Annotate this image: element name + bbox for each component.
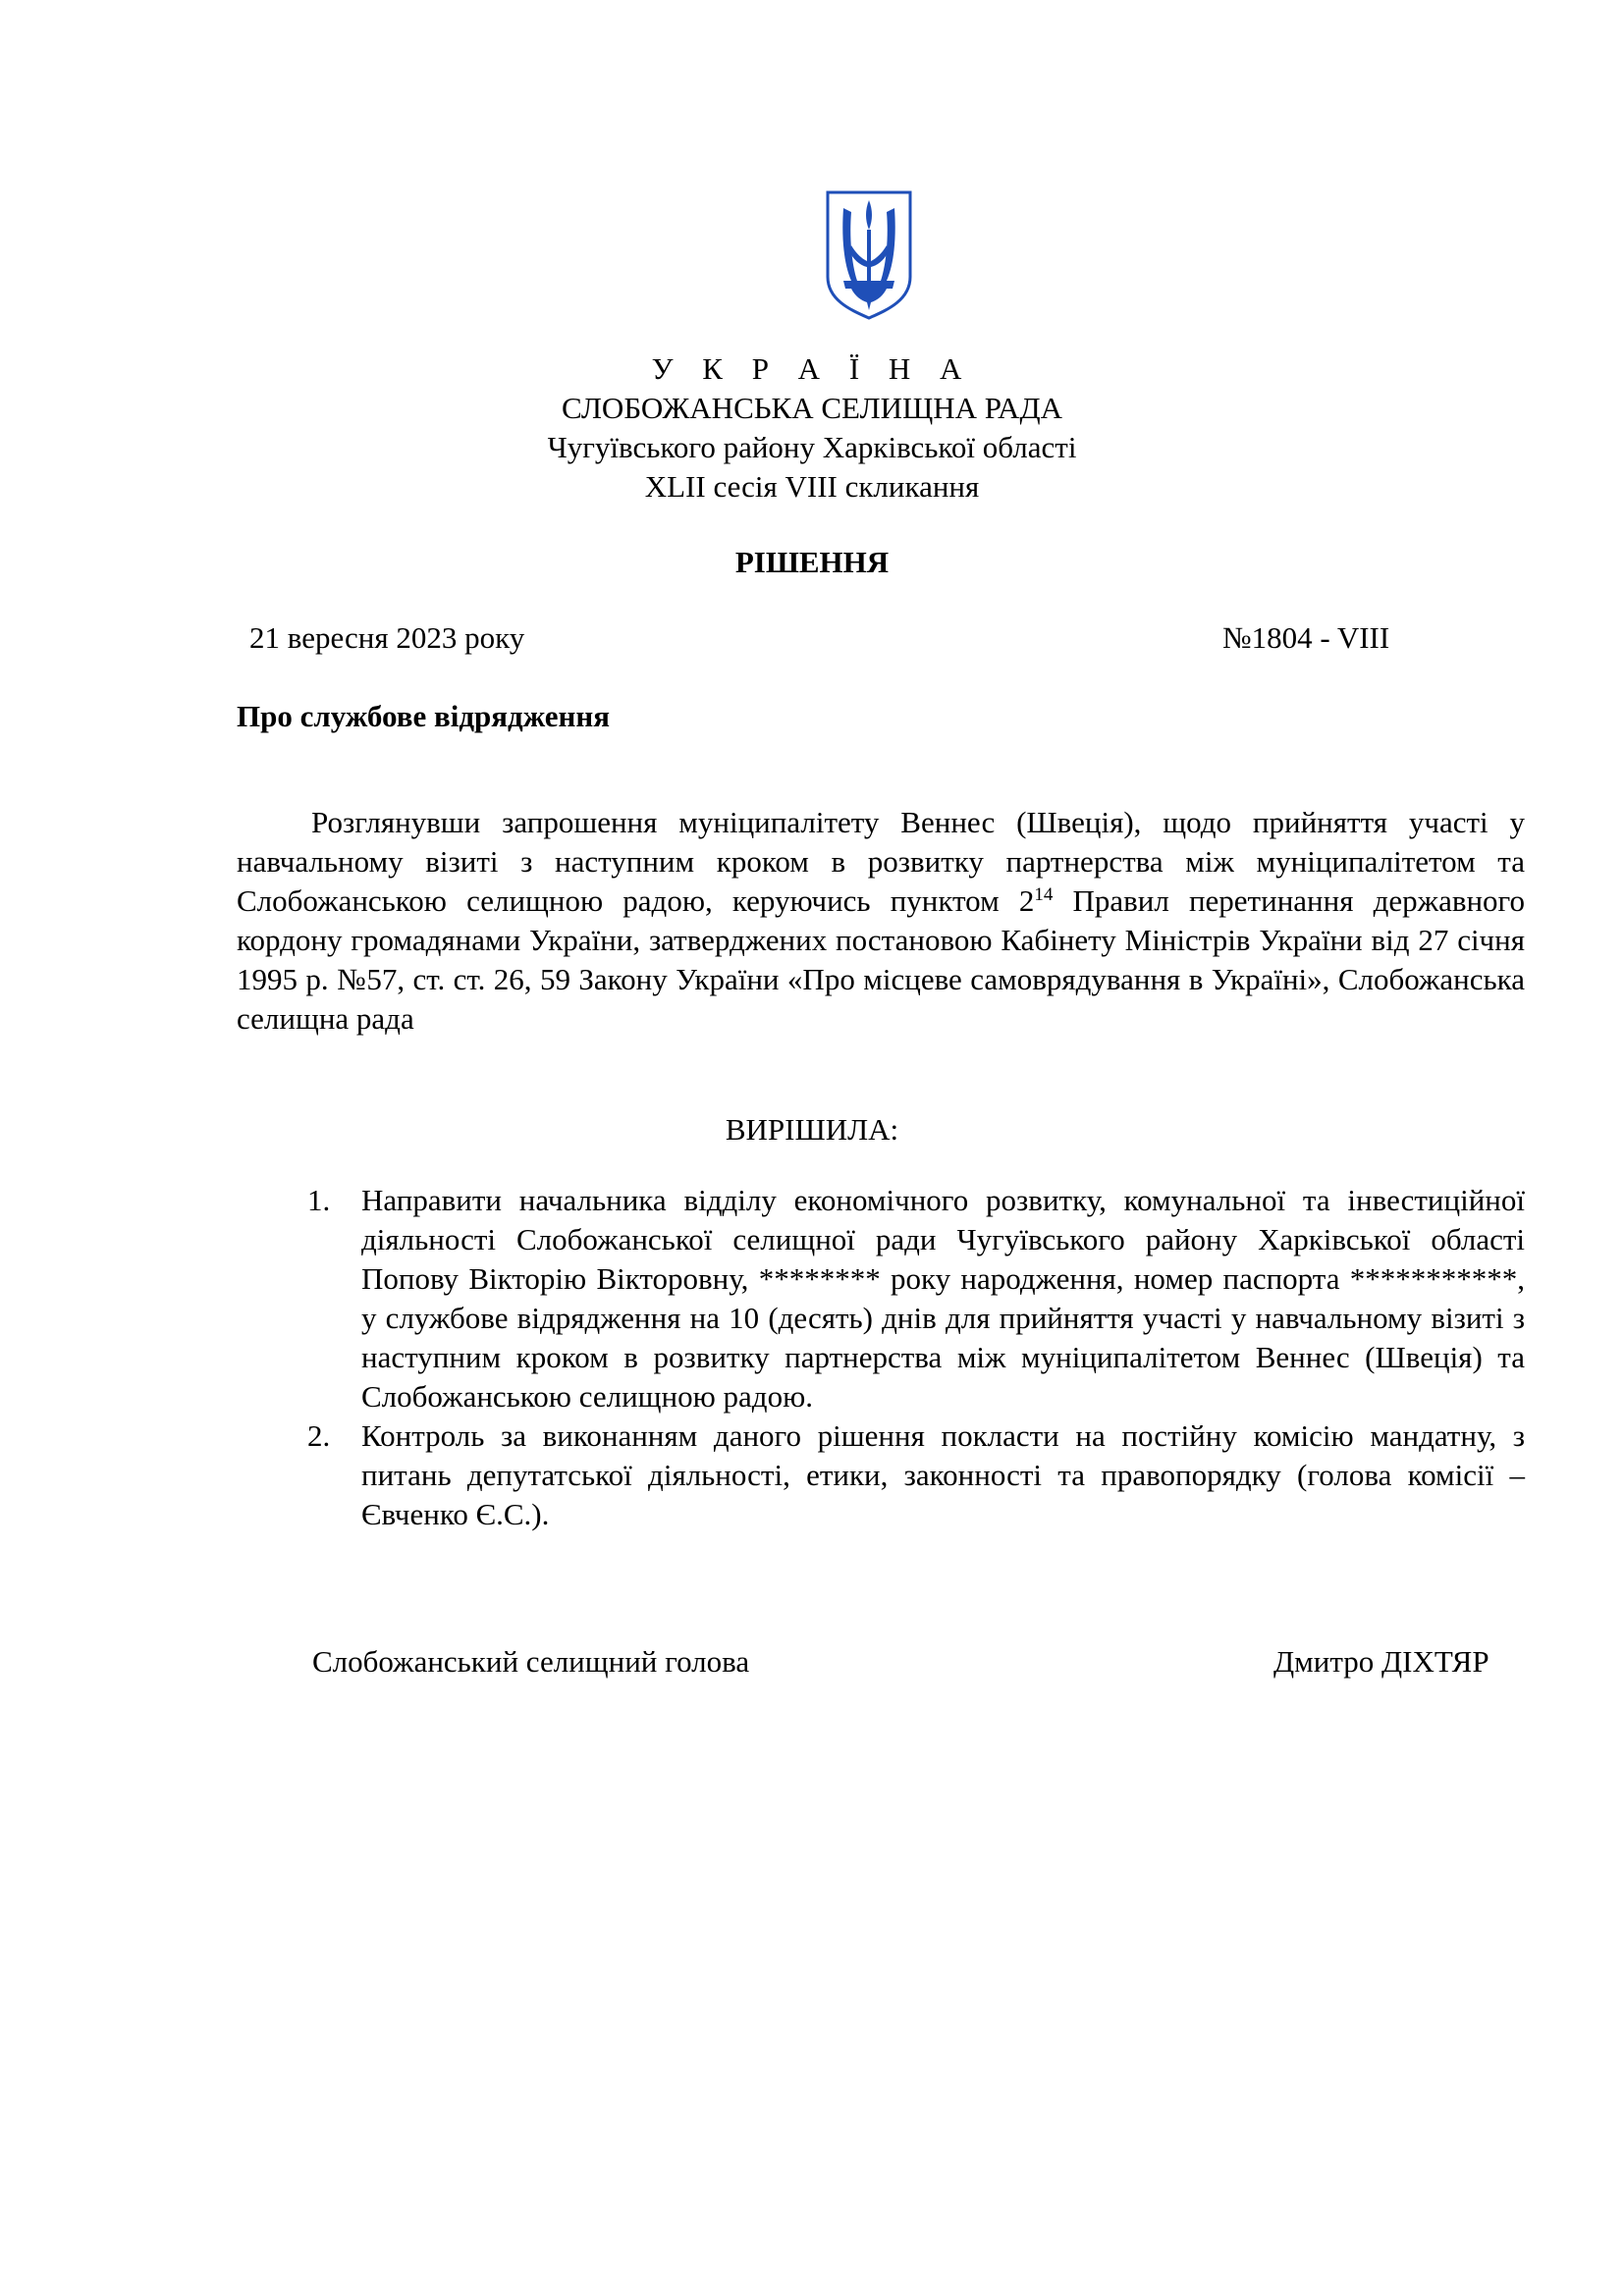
- preamble-text-part1: Розглянувши запрошення муніципалітету Веннес (Швеція), щодо прийняття участі у навчальному візиті з наступним кроком в розвитку партнерства між муніципалітетом та Слобожанською селищною радою, керуючись пунктом 2: [237, 805, 1525, 918]
- decision-number: №1804 - VIII: [1222, 620, 1390, 655]
- item-number: 2.: [307, 1418, 331, 1453]
- signature-name: Дмитро ДІХТЯР: [1273, 1644, 1489, 1679]
- resolution-item-2: [307, 1416, 1525, 1534]
- document-type-title: РІШЕННЯ: [734, 545, 890, 579]
- preamble-text-part2: Правил перетинання державного кордону громадянами України, затверджених постановою Кабінету Міністрів України від 27 січня 1995 р. №57, ст. ст. 26, 59 Закону України «Про місцеве самоврядування в Україні», Слобожанська селищна рада: [237, 883, 1525, 1036]
- resolution-items: [307, 1181, 1525, 1534]
- header-council: СЛОБОЖАНСЬКА СЕЛИЩНА РАДА: [562, 391, 1062, 425]
- decision-subject: Про службове відрядження: [237, 699, 611, 733]
- header-country: У К Р А Ї Н А: [651, 351, 973, 386]
- preamble-superscript: 14: [1034, 884, 1054, 905]
- item-number: 1.: [307, 1183, 331, 1217]
- coat-of-arms-icon: [822, 187, 916, 322]
- item-text: Направити начальника відділу економічного розвитку, комунальної та інвестиційної діяльності Слобожанської селищної ради Чугуївського району Харківської області Попову Вікторію Вікторовну, ******** року народження, номер паспорта ***********, у службове відрядження на 10 (десять) днів для прийняття участі у навчальному візиті з наступним кроком в розвитку партнерства між муніципалітетом Веннес (Швеція) та Слобожанською селищною радою.: [361, 1183, 1525, 1414]
- decision-date: 21 вересня 2023 року: [249, 620, 525, 655]
- signature-position: Слобожанський селищний голова: [312, 1644, 750, 1679]
- header-session: XLII сесія VIII скликання: [644, 469, 980, 504]
- resolved-heading: ВИРІШИЛА:: [725, 1112, 899, 1147]
- resolution-item-1: [307, 1181, 1525, 1416]
- header-district: Чугуївського району Харківської області: [547, 430, 1077, 464]
- preamble-paragraph: [237, 803, 1525, 1039]
- item-text: Контроль за виконанням даного рішення покласти на постійну комісію мандатну, з питань депутатської діяльності, етики, законності та правопорядку (голова комісії – Євченко Є.С.).: [361, 1418, 1525, 1531]
